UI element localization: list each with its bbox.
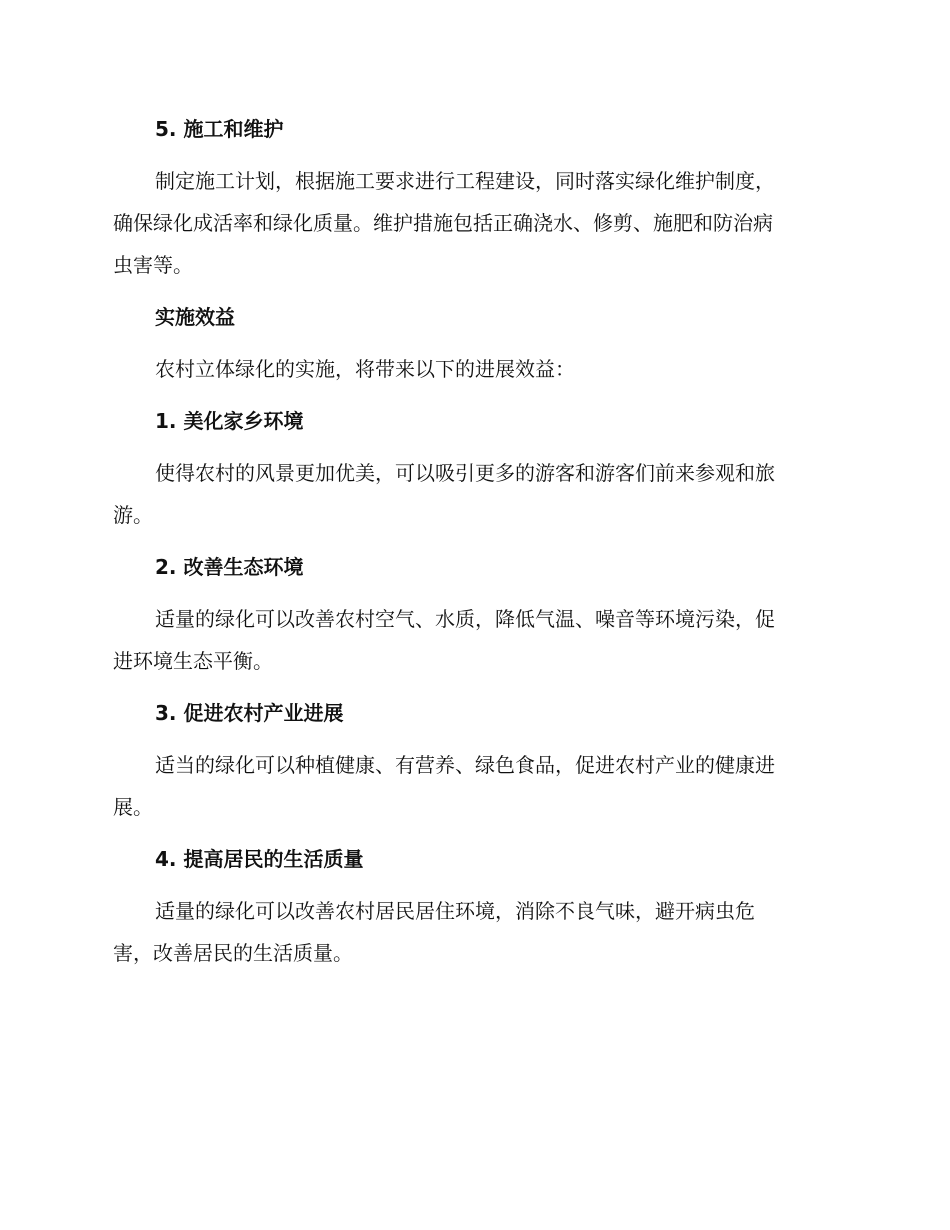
document-page <box>113 108 835 984</box>
section-heading: 1. 美化家乡环境 <box>155 409 304 433</box>
paragraph-line: 进环境生态平衡。 <box>113 649 273 673</box>
section-heading: 实施效益 <box>155 305 235 329</box>
paragraph-line: 确保绿化成活率和绿化质量。维护措施包括正确浇水、修剪、施肥和防治病 <box>113 211 773 235</box>
section-paragraph <box>113 348 835 390</box>
paragraph-line: 使得农村的风景更加优美，可以吸引更多的游客和游客们前来参观和旅 <box>155 461 775 485</box>
section-heading: 3. 促进农村产业进展 <box>155 701 344 725</box>
section-paragraph <box>113 598 835 682</box>
paragraph-line: 制定施工计划，根据施工要求进行工程建设，同时落实绿化维护制度， <box>155 169 775 193</box>
paragraph-line: 害，改善居民的生活质量。 <box>113 941 353 965</box>
section-paragraph <box>113 160 835 286</box>
section-paragraph <box>113 890 835 974</box>
section-heading: 2. 改善生态环境 <box>155 555 304 579</box>
paragraph-line: 展。 <box>113 795 153 819</box>
section-paragraph <box>113 452 835 536</box>
paragraph-line: 游。 <box>113 503 153 527</box>
section-heading: 5. 施工和维护 <box>155 117 284 141</box>
paragraph-line: 农村立体绿化的实施，将带来以下的进展效益： <box>155 357 575 381</box>
paragraph-line: 虫害等。 <box>113 253 193 277</box>
section-paragraph <box>113 744 835 828</box>
paragraph-line: 适当的绿化可以种植健康、有营养、绿色食品，促进农村产业的健康进 <box>155 753 775 777</box>
paragraph-line: 适量的绿化可以改善农村空气、水质，降低气温、噪音等环境污染，促 <box>155 607 775 631</box>
paragraph-line: 适量的绿化可以改善农村居民居住环境，消除不良气味，避开病虫危 <box>155 899 755 923</box>
section-heading: 4. 提高居民的生活质量 <box>155 847 364 871</box>
